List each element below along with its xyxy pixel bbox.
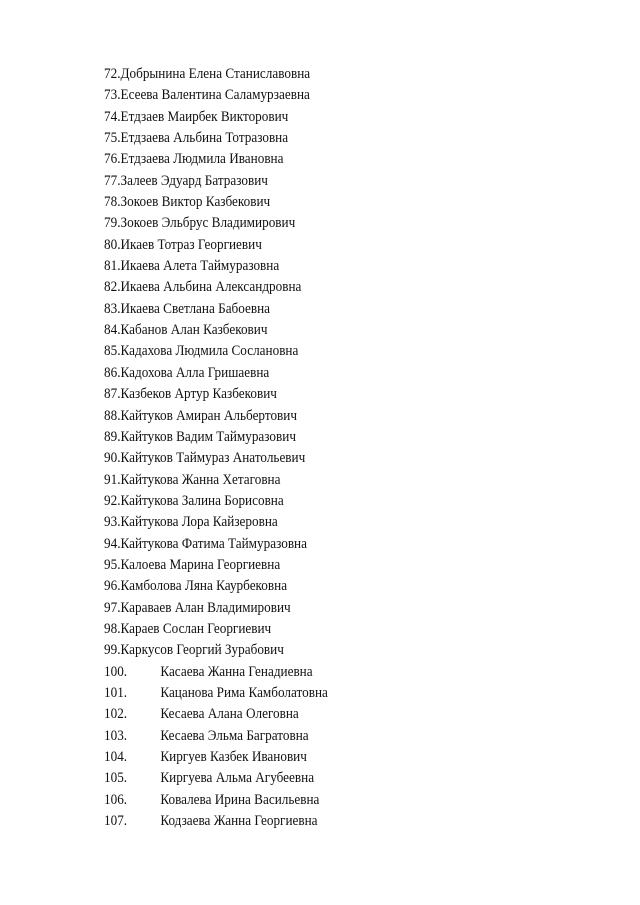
list-item — [104, 683, 328, 704]
list-item — [104, 235, 328, 256]
item-number: 74. — [104, 108, 121, 125]
item-name: Ковалева Ирина Васильевна — [160, 791, 320, 808]
item-number: 101. — [104, 684, 128, 701]
item-name: Икаева Алета Таймуразовна — [120, 258, 280, 275]
list-item — [104, 277, 328, 298]
item-number: 92. — [104, 492, 121, 509]
list-item — [104, 363, 328, 384]
item-name: Караваев Алан Владимирович — [120, 599, 291, 616]
item-number: 77. — [104, 172, 121, 189]
item-number: 106. — [104, 791, 128, 808]
item-number: 104. — [104, 749, 128, 765]
item-number: 75. — [104, 130, 121, 147]
item-number: 86. — [104, 364, 121, 381]
item-number: 99. — [104, 642, 121, 659]
item-name: Кайтукова Лора Кайзеровна — [120, 514, 278, 531]
list-item — [104, 747, 328, 768]
list-item — [104, 555, 328, 576]
item-number: 103. — [104, 727, 128, 744]
item-name: Икаев Тотраз Георгиевич — [120, 236, 262, 253]
list-item — [104, 171, 328, 192]
list-item — [104, 149, 328, 170]
list-item — [104, 320, 328, 341]
item-number: 80. — [104, 236, 121, 253]
list-item — [104, 128, 328, 149]
list-item — [104, 768, 328, 789]
item-number: 81. — [104, 258, 121, 275]
item-name: Кайтуков Амиран Альбертович — [120, 407, 297, 424]
item-number: 73. — [104, 87, 121, 104]
list-item — [104, 213, 328, 234]
list-item — [104, 534, 328, 555]
item-name: Етдзаев Маирбек Викторович — [120, 108, 289, 125]
item-number: 85. — [104, 343, 121, 360]
item-name: Калоева Марина Георгиевна — [120, 556, 281, 573]
item-name: Добрынина Елена Станиславовна — [120, 66, 311, 82]
item-number: 96. — [104, 578, 121, 595]
item-number: 89. — [104, 428, 121, 445]
list-item — [104, 64, 328, 85]
item-name: Кайтукова Залина Борисовна — [120, 492, 284, 509]
item-name: Киргуев Казбек Иванович — [160, 749, 307, 765]
item-name: Икаева Светлана Бабоевна — [120, 300, 271, 317]
item-number: 105. — [104, 770, 128, 787]
item-name: Казбеков Артур Казбекович — [120, 386, 277, 403]
item-number: 90. — [104, 450, 121, 467]
item-name: Кайтукова Фатима Таймуразовна — [120, 535, 307, 552]
list-item — [104, 470, 328, 491]
list-item — [104, 107, 328, 128]
item-number: 93. — [104, 514, 121, 531]
item-number: 82. — [104, 279, 121, 296]
list-item — [104, 85, 328, 106]
list-item — [104, 341, 328, 362]
item-name: Кайтукова Жанна Хетаговна — [120, 471, 281, 488]
item-name: Кайтуков Таймураз Анатольевич — [120, 450, 306, 467]
item-number: 102. — [104, 706, 128, 723]
name-list — [104, 64, 328, 832]
list-item — [104, 619, 328, 640]
item-name: Кабанов Алан Казбекович — [120, 322, 268, 339]
list-item — [104, 192, 328, 213]
item-number: 97. — [104, 599, 121, 616]
item-number: 78. — [104, 194, 121, 211]
item-name: Есеева Валентина Саламурзаевна — [120, 87, 310, 104]
item-name: Кесаева Эльма Багратовна — [160, 727, 309, 744]
list-item — [104, 384, 328, 405]
item-name: Караев Сослан Георгиевич — [120, 620, 272, 637]
item-name: Етдзаева Альбина Тотразовна — [120, 130, 289, 147]
list-item — [104, 662, 328, 683]
item-name: Кайтуков Вадим Таймуразович — [120, 428, 296, 445]
item-name: Етдзаева Людмила Ивановна — [120, 151, 284, 168]
item-number: 107. — [104, 813, 128, 830]
list-item — [104, 512, 328, 533]
list-item — [104, 790, 328, 811]
item-number: 84. — [104, 322, 121, 339]
list-item — [104, 256, 328, 277]
item-name: Кацанова Рима Камболатовна — [160, 684, 328, 701]
list-item — [104, 406, 328, 427]
item-number: 91. — [104, 471, 121, 488]
item-number: 98. — [104, 620, 121, 637]
item-name: Кесаева Алана Олеговна — [160, 706, 299, 723]
item-name: Камболова Ляна Каурбековна — [120, 578, 288, 595]
item-number: 87. — [104, 386, 121, 403]
item-number: 83. — [104, 300, 121, 317]
list-item — [104, 704, 328, 725]
item-name: Залеев Эдуард Батразович — [120, 172, 268, 189]
item-number: 88. — [104, 407, 121, 424]
item-name: Каркусов Георгий Зурабович — [120, 642, 284, 659]
item-name: Кодзаева Жанна Георгиевна — [160, 813, 318, 830]
item-name: Кадахова Людмила Сослановна — [120, 343, 299, 360]
item-name: Икаева Альбина Александровна — [120, 279, 302, 296]
item-number: 94. — [104, 535, 121, 552]
item-name: Зокоев Эльбрус Владимирович — [120, 215, 296, 232]
list-item — [104, 640, 328, 661]
item-name: Зокоев Виктор Казбекович — [120, 194, 271, 211]
list-item — [104, 598, 328, 619]
item-number: 72. — [104, 66, 121, 82]
list-item — [104, 726, 328, 747]
item-number: 100. — [104, 663, 128, 680]
list-item — [104, 811, 328, 832]
item-number: 76. — [104, 151, 121, 168]
list-item — [104, 448, 328, 469]
list-item — [104, 491, 328, 512]
item-number: 95. — [104, 556, 121, 573]
list-item — [104, 299, 328, 320]
item-name: Киргуева Альма Агубеевна — [160, 770, 315, 787]
item-name: Касаева Жанна Генадиевна — [160, 663, 313, 680]
item-number: 79. — [104, 215, 121, 232]
list-item — [104, 427, 328, 448]
item-name: Кадохова Алла Гришаевна — [120, 364, 270, 381]
list-item — [104, 576, 328, 597]
